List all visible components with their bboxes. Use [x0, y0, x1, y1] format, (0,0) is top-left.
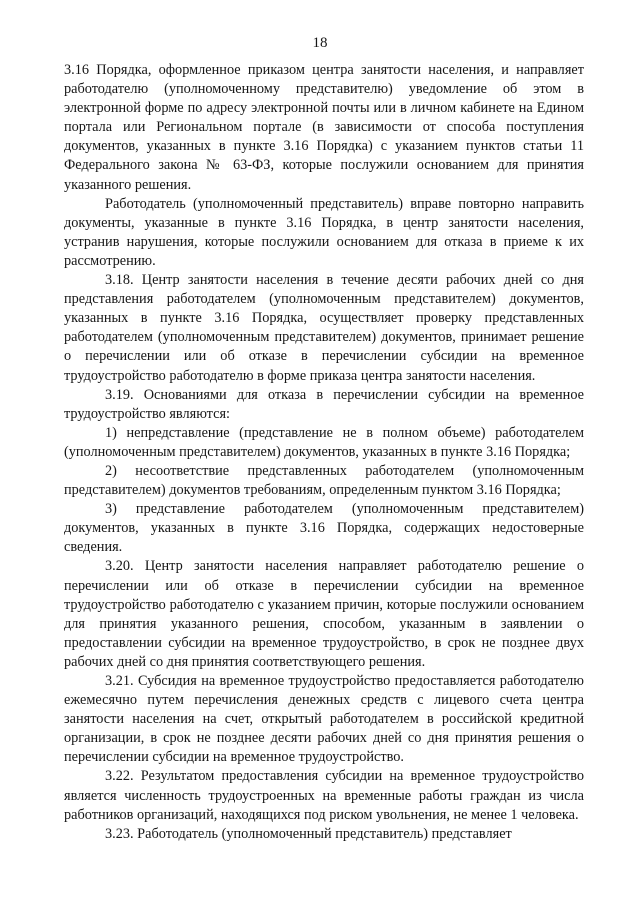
list-item-1: 1) непредставление (представление не в полном объеме) работодателем (уполномоченным представителем) документов, указанных в пункте 3.16 Порядка;	[64, 424, 584, 460]
list-item-3: 3) представление работодателем (уполномоченным представителем) документов, указанных в пункте 3.16 Порядка, содержащих недостоверные сведения.	[64, 501, 584, 556]
paragraph-3-20: 3.20. Центр занятости населения направляет работодателю решение о перечислении или об отказе в перечислении субсидии на временное трудоустройство работодателю с указанием причин, которые послужили основанием для принятия указанного решения, способом, указанным в заявлении о предоставлении субсидии на временное трудоустройство, в срок не позднее двух рабочих дней со дня принятия соответствующего решения.	[64, 558, 584, 670]
paragraph-3-22: 3.22. Результатом предоставления субсидии на временное трудоустройство является численность трудоустроенных на временные работы граждан из числа работников организаций, находящихся под риском увольнения, не менее 1 человека.	[64, 768, 584, 823]
paragraph-3-21: 3.21. Субсидия на временное трудоустройство предоставляется работодателю ежемесячно путем перечисления денежных средств с лицевого счета центра занятости населения на счет, открытый работодателем в российской кредитной организации, в срок не позднее десяти рабочих дней со дня принятия решения о перечислении субсидии на временное трудоустройство.	[64, 673, 584, 766]
paragraph-3-18: 3.18. Центр занятости населения в течение десяти рабочих дней со дня представления работодателем (уполномоченным представителем) документов, указанных в пункте 3.16 Порядка, осуществляет проверку представленных работодателем (уполномоченным представителем) документов, принимает решение о перечислении или об отказе в перечислении субсидии на временное трудоустройство работодателю в форме приказа центра занятости населения.	[64, 272, 584, 384]
paragraph-3-23: 3.23. Работодатель (уполномоченный представитель) представляет	[105, 825, 512, 842]
paragraph-3-16-continuation: 3.16 Порядка, оформленное приказом центра занятости населения, и направляет работодателю (уполномоченному представителю) уведомление об этом в электронной форме по адресу электронной почты или в личном кабинете на Едином портала или Региональном портале (в зависимости от способа поступления документов, указанных в пункте 3.16 Порядка) с указанием пунктов статьи 11 Федерального закона № 63-ФЗ, которые послужили основанием для принятия указанного решения.	[64, 62, 584, 193]
paragraph-resubmission: Работодатель (уполномоченный представитель) вправе повторно направить документы, указанные в пункте 3.16 Порядка, в центр занятости населения, устранив нарушения, которые послужили основанием для отказа в приеме к их рассмотрению.	[64, 195, 584, 269]
page-number: 18	[312, 35, 328, 51]
document-body	[64, 61, 584, 844]
paragraph-3-19: 3.19. Основаниями для отказа в перечислении субсидии на временное трудоустройство являются:	[64, 386, 584, 422]
list-item-2: 2) несоответствие представленных работодателем (уполномоченным представителем) документов требованиям, определенным пунктом 3.16 Порядка;	[64, 462, 584, 499]
